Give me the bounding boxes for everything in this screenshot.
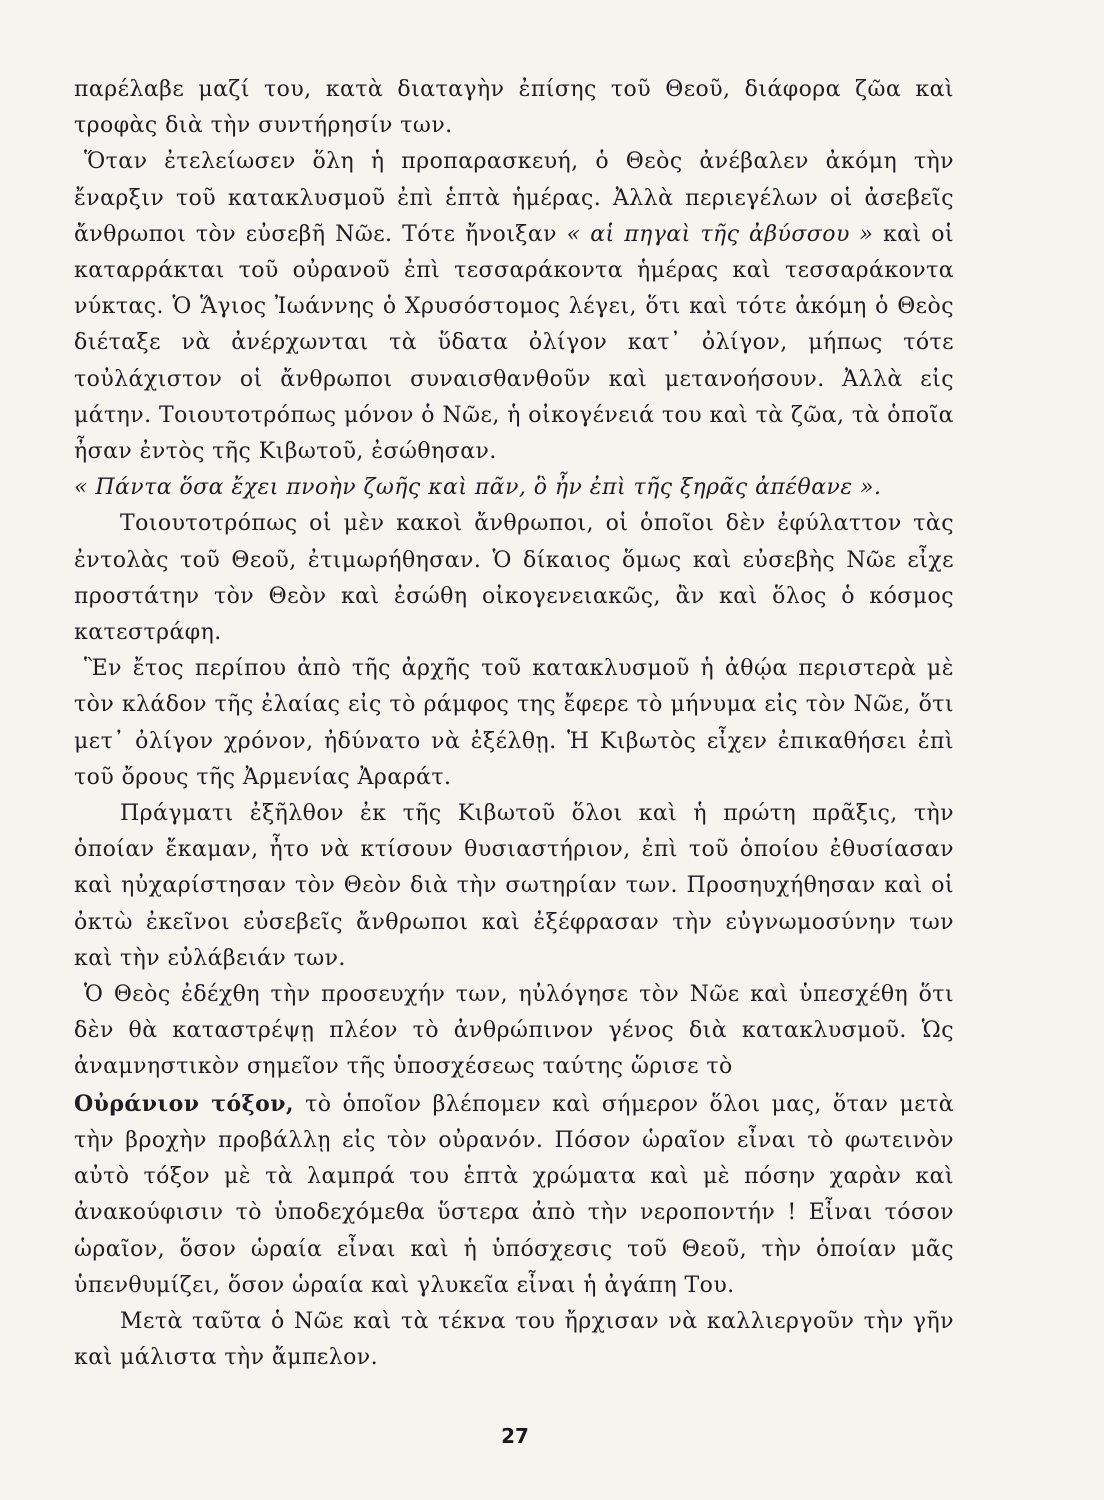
paragraph-2 [74,144,954,506]
paragraph-6 [74,977,954,1304]
paragraph-3 [74,506,954,651]
paragraph-2-text-continued: καὶ οἱ καταρράκται τοῦ οὐρανοῦ ἐπὶ τεσσαράκοντα ἡμέρας καὶ τεσσαράκοντα νύκτας. Ὁ Ἅγιος Ἰωάννης ὁ Χρυσόστομος λέγει, ὅτι καὶ τότε ἀκόμη ὁ Θεὸς διέταξε νὰ ἀνέρχωνται τὰ ὕδατα ὀλίγον κατ᾽ ὀλίγον, μήπως τότε τοὐλάχιστον οἱ ἄνθρωποι συναισθανθοῦν καὶ μετανοήσουν. Ἀλλὰ εἰς μάτην. Τοιουτοτρόπως μόνον ὁ Νῶε, ἡ οἰκογένειά του καὶ τὰ ζῶα, τὰ ὁποῖα ἦσαν ἐντὸς τῆς Κιβωτοῦ, ἐσώθησαν. [74,221,954,465]
paragraph-5-text: Πράγματι ἐξῆλθον ἐκ τῆς Κιβωτοῦ ὅλοι καὶ ἡ πρώτη πρᾶξις, τὴν ὁποίαν ἔκαμαν, ἦτο νὰ κτίσουν θυσιαστήριον, ἐπὶ τοῦ ὁποίου ἐθυσίασαν καὶ ηὐχαρίστησαν τὸν Θεὸν διὰ τὴν σωτηρίαν των. Προσηυχήθησαν καὶ οἱ ὀκτὼ ἐκεῖνοι εὐσεβεῖς ἄνθρωποι καὶ ἐξέφρασαν τὴν εὐγνωμοσύνην των καὶ τὴν εὐλάβειάν των. [74,801,954,971]
body-text [74,72,954,1376]
paragraph-6-bold-rainbow: Οὐράνιον τόξον, [74,1090,295,1117]
page-number: 27 [501,1424,529,1448]
paragraph-3-text: Τοιουτοτρόπως οἱ μὲν κακοὶ ἄνθρωποι, οἱ ὁποῖοι δὲν ἐφύλαττον τὰς ἐντολὰς τοῦ Θεοῦ, ἐτιμωρήθησαν. Ὁ δίκαιος ὅμως καὶ εὐσεβὴς Νῶε εἶχε προστάτην τὸν Θεὸν καὶ ἐσώθη οἰκογενειακῶς, ἂν καὶ ὅλος ὁ κόσμος κατεστράφη. [74,511,954,646]
paragraph-5 [74,796,954,977]
paragraph-6-text-continued: τὸ ὁποῖον βλέπομεν καὶ σήμερον ὅλοι μας, ὅταν μετὰ τὴν βροχὴν προβάλλῃ εἰς τὸν οὐρανόν. Πόσον ὡραῖον εἶναι τὸ φωτεινὸν αὐτὸ τόξον μὲ τὰ λαμπρά του ἑπτὰ χρώματα καὶ μὲ πόσην χαρὰν καὶ ἀνακούφισιν τὸ ὑποδεχόμεθα ὕστερα ἀπὸ τὴν νεροποντήν ! Εἶναι τόσον ὡραῖον, ὅσον ὡραία εἶναι καὶ ἡ ὑπόσχεσις τοῦ Θεοῦ, τὴν ὁποίαν μᾶς ὑπενθυμίζει, ὅσον ὡραία καὶ γλυκεῖα εἶναι ἡ ἀγάπη Του. [74,1091,954,1298]
paragraph-7-text: Μετὰ ταῦτα ὁ Νῶε καὶ τὰ τέκνα του ἤρχισαν νὰ καλλιεργοῦν τὴν γῆν καὶ μάλιστα τὴν ἄμπελον. [74,1308,954,1371]
paragraph-2-quote-all-died: « Πάντα ὅσα ἔχει πνοὴν ζωῆς καὶ πᾶν, ὃ ἦν ἐπὶ τῆς ξηρᾶς ἀπέθανε ». [74,475,882,501]
paragraph-7 [74,1304,954,1376]
paragraph-2-text: Ὅταν ἐτελείωσεν ὅλη ἡ προπαρασκευή, ὁ Θεὸς ἀνέβαλεν ἀκόμη τὴν ἔναρξιν τοῦ κατακλυσμοῦ ἐπὶ ἑπτὰ ἡμέρας. Ἀλλὰ περιεγέλων οἱ ἀσεβεῖς ἄνθρωποι τὸν εὐσεβῆ Νῶε. Τότε ἤνοιξαν [74,149,954,247]
paragraph-4-text: Ἓν ἔτος περίπου ἀπὸ τῆς ἀρχῆς τοῦ κατακλυσμοῦ ἡ ἀθῴα περιστερὰ μὲ τὸν κλάδον τῆς ἐλαίας εἰς τὸ ράμφος της ἔφερε τὸ μήνυμα εἰς τὸν Νῶε, ὅτι μετ᾽ ὀλίγον χρόνον, ἠδύνατο νὰ ἐξέλθῃ. Ἡ Κιβωτὸς εἶχεν ἐπικαθήσει ἐπὶ τοῦ ὄρους τῆς Ἀρμενίας Ἀραράτ. [74,656,954,790]
paragraph-4 [74,651,954,796]
paragraph-1-text: παρέλαβε μαζί του, κατὰ διαταγὴν ἐπίσης τοῦ Θεοῦ, διάφορα ζῶα καὶ τροφὰς διὰ τὴν συντήρησίν των. [74,77,954,139]
paragraph-2-quote-abyss: « αἱ πηγαὶ τῆς ἀβύσσου » [566,221,874,247]
paragraph-6-text: Ὁ Θεὸς ἐδέχθη τὴν προσευχήν των, ηὐλόγησε τὸν Νῶε καὶ ὑπεσχέθη ὅτι δὲν θὰ καταστρέψῃ πλέον τὸ ἀνθρώπινον γένος διὰ κατακλυσμοῦ. Ὡς ἀναμνηστικὸν σημεῖον τῆς ὑποσχέσεως ταύτης ὥρισε τὸ [74,982,954,1080]
paragraph-1 [74,72,954,144]
